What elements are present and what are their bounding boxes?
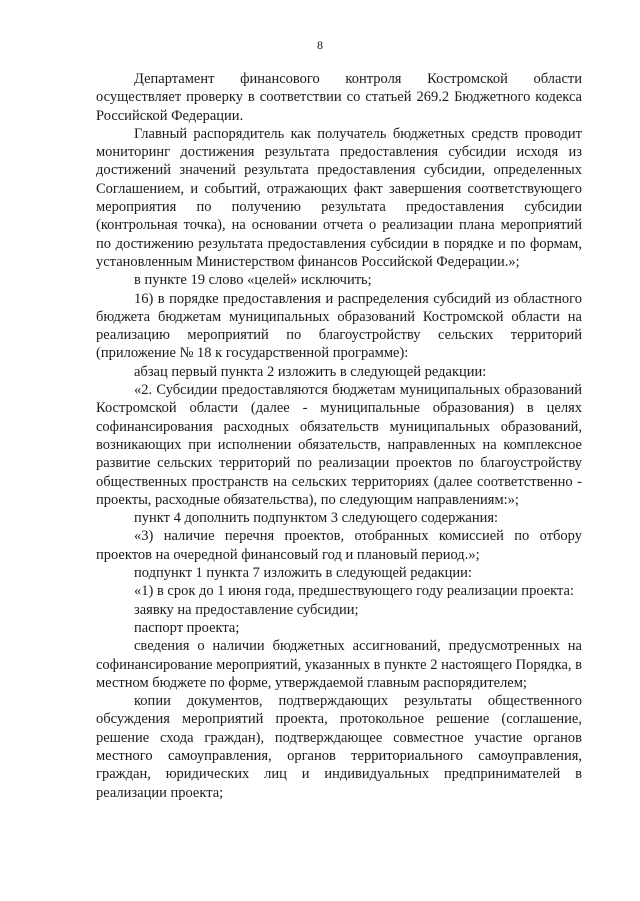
paragraph-application: заявку на предоставление субсидии;	[134, 601, 359, 618]
paragraph-subclause-1: «1) в срок до 1 июня года, предшествующего году реализации проекта:	[134, 583, 575, 600]
paragraph-clause-2-intro: абзац первый пункта 2 изложить в следующей редакции:	[134, 363, 487, 380]
paragraph-clause-2-text: «2. Субсидии предоставляются бюджетам муниципальных образований Костромской области (далее - муниципальные образования) в целях софинансирования расходных обязательств муниципальных образований, возникающих при исполнении обязательств, направленных на комплексное развитие сельских территорий по реализации проектов по благоустройству общественных пространств на сельских территориях (далее соответственно - проекты, расходные обязательства), по следующим направлениям:»;	[96, 382, 582, 508]
document-body	[96, 70, 582, 802]
paragraph-budget-info: сведения о наличии бюджетных ассигнований, предусмотренных на софинансирование мероприятий, указанных в пункте 2 настоящего Порядка, в местном бюджете по форме, утверждаемой главным распорядителем;	[96, 638, 582, 691]
paragraph-department-control: Департамент финансового контроля Костромской области осуществляет проверку в соответствии со статьей 269.2 Бюджетного кодекса Российской Федерации.	[96, 71, 582, 124]
paragraph-document-copies: копии документов, подтверждающих результаты общественного обсуждения мероприятий проекта, протокольное решение (соглашение, решение схода граждан), подтверждающее совместное участие органов местного самоуправления, органов территориального самоуправления, граждан, юридических лиц и индивидуальных предпринимателей в реализации проекта;	[96, 693, 582, 801]
paragraph-monitoring: Главный распорядитель как получатель бюджетных средств проводит мониторинг достижения результата предоставления субсидии исходя из достижений значений результата предоставления субсидии, определенных Соглашением, и событий, отражающих факт завершения соответствующего мероприятия по получению результата предоставления субсидии (контрольная точка), на основании отчета о реализации плана мероприятий по достижению результата предоставления субсидии в порядке и по формам, установленным Министерством финансов Российской Федерации.»;	[96, 125, 582, 270]
paragraph-item-16: 16) в порядке предоставления и распределения субсидий из областного бюджета бюджетам муниципальных образований Костромской области на реализацию мероприятий по благоустройству сельских территорий (приложение № 18 к государственной программе):	[96, 290, 582, 362]
paragraph-clause-4-intro: пункт 4 дополнить подпунктом 3 следующего содержания:	[134, 510, 499, 527]
page-number: 8	[317, 38, 323, 52]
paragraph-clause-19: в пункте 19 слово «целей» исключить;	[134, 272, 372, 289]
paragraph-clause-7-intro: подпункт 1 пункта 7 изложить в следующей редакции:	[134, 565, 472, 582]
paragraph-project-passport: паспорт проекта;	[134, 619, 240, 636]
paragraph-subclause-3: «3) наличие перечня проектов, отобранных комиссией по отбору проектов на очередной финансовый год и плановый период.»;	[96, 528, 582, 563]
